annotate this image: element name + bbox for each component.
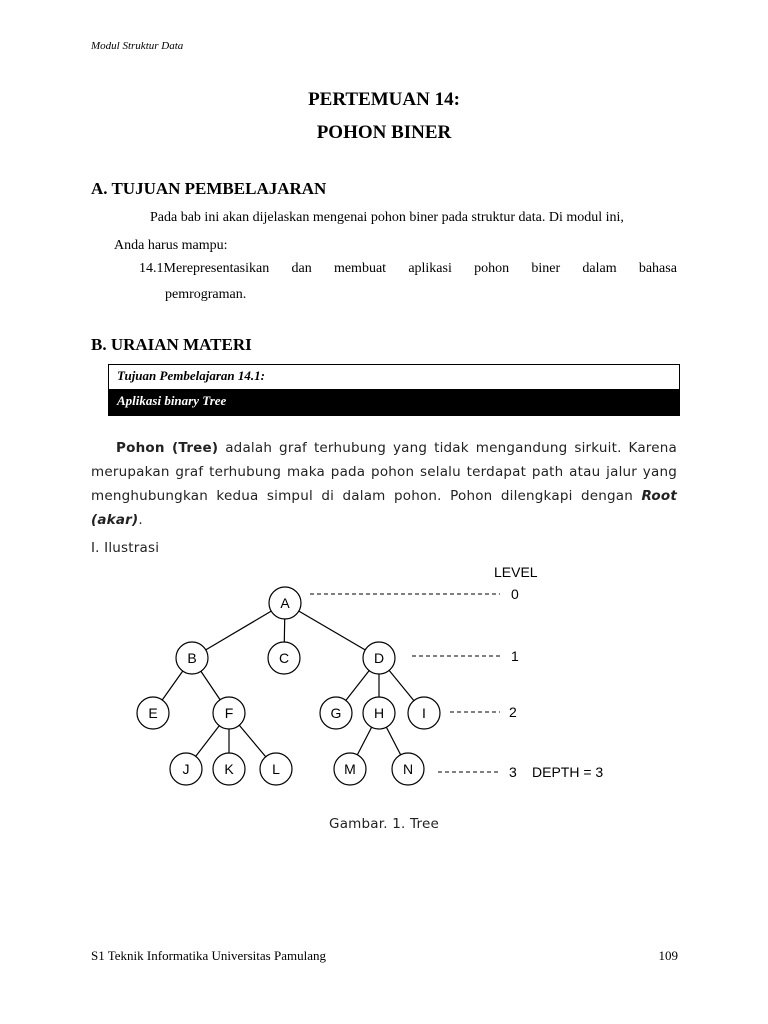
body-line1-rest: adalah graf terhubung yang tidak mengandung sirkuit. Karena [218,440,677,456]
node-label-c: C [278,650,290,666]
section-a-para-line2: Anda harus mampu: [114,238,228,253]
tree-nodes [137,587,440,785]
tree-edges [153,603,424,769]
level-labels [494,564,603,780]
level-2-label: 2 [509,704,517,720]
node-label-k: K [224,761,234,777]
node-label-l: L [272,761,280,777]
objective-word: aplikasi [408,261,452,276]
body-line3-start: menghubungkan kedua simpul di dalam pohon. Pohon dilengkapi dengan [91,488,642,504]
depth-label: DEPTH = 3 [532,764,604,780]
node-label-g: G [330,705,342,721]
term-akar: (akar) [91,512,139,528]
footer-institution: S1 Teknik Informatika Universitas Pamulang [91,948,326,963]
node-label-f: F [224,705,234,721]
objective-word: membuat [333,261,387,276]
objective-word: pohon [474,261,510,276]
node-labels [148,595,426,777]
box-subtitle: Aplikasi binary Tree [109,389,679,415]
node-label-m: M [344,761,356,777]
objective-line2: pemrograman. [165,287,247,302]
term-pohon: Pohon (Tree) [116,440,219,456]
running-header: Modul Struktur Data [91,40,184,52]
section-a-para-line1: Pada bab ini akan dijelaskan mengenai pohon biner pada struktur data. Di modul ini, [150,210,624,225]
node-label-h: H [373,705,385,721]
node-label-n: N [402,761,414,777]
node-label-a: A [280,595,290,611]
page-title-line2: POHON BINER [316,122,452,143]
level-guides [310,594,500,772]
illustration-heading: I. Ilustrasi [91,540,160,556]
term-root: Root [641,488,677,504]
node-label-d: D [373,650,385,666]
level-header: LEVEL [494,564,538,580]
objective-word: bahasa [638,261,677,276]
objective-word: biner [531,261,561,276]
level-0-label: 0 [511,586,519,602]
node-label-b: B [187,650,197,666]
page-title-line1: PERTEMUAN 14: [308,89,460,110]
box-title: Tujuan Pembelajaran 14.1: [117,368,265,383]
footer-page-number: 109 [658,948,678,963]
node-label-j: J [182,761,190,777]
body-line4-end: . [138,512,143,528]
node-label-e: E [148,705,158,721]
level-3-label: 3 [509,764,517,780]
section-a-heading: A. TUJUAN PEMBELAJARAN [91,179,327,198]
objective-word: dan [291,261,312,276]
objective-word: Merepresentasikan [163,261,270,276]
level-1-label: 1 [511,648,519,664]
node-label-i: I [422,705,426,721]
objective-word: dalam [582,261,617,276]
figure-caption: Gambar. 1. Tree [329,816,439,832]
section-b-heading: B. URAIAN MATERI [91,335,252,354]
objective-number: 14.1 [139,261,164,276]
body-line2: merupakan graf terhubung maka pada pohon selalu terdapat path atau jalur yang [91,464,677,480]
